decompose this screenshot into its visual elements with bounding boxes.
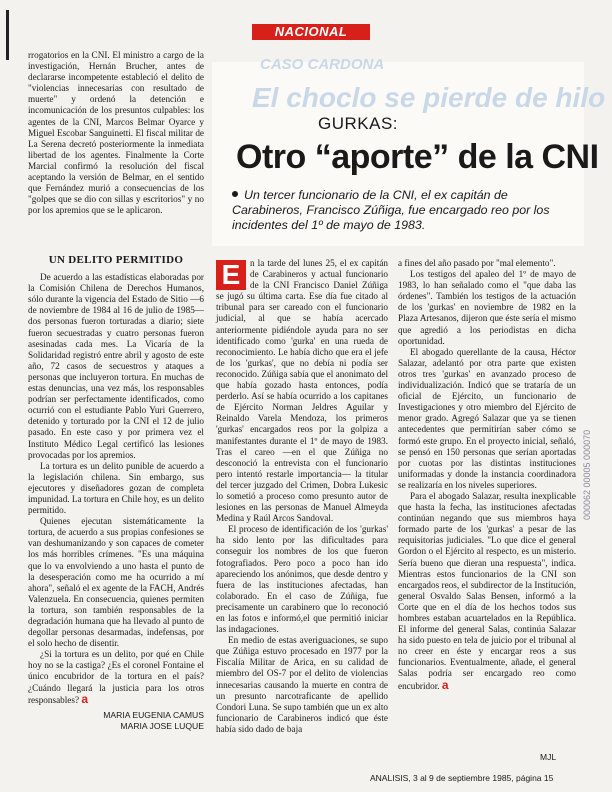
col-a-paragraph-3: Quienes ejecutan sistemáticamente la tortura, de acuerdo a sus propias confesiones se van deshumanizando y son capaces de cometer los más horribles crímenes. "Es una máquina que lo va envolviendo a uno hasta el punto de la desesperación como me ha ocurrido a mí ahora", señaló el ex agente de la FACH, Andrés Valenzuela. En consecuencia, quienes permiten la tortura, son también responsables de la degradación humana que ha llevado al punto de degollar personas desarmadas, indefensas, por el solo hecho de disentir. — [28, 516, 204, 649]
col-b-paragraph-3: En medio de estas averiguaciones, se supo que Zúñiga estuvo procesado en 1977 por la Fiscalía Militar de Arica, en su calidad de miembro del OS-7 por el delito de violencias innecesarias causando la muerte en contra de un presunto narcotraficante de apellido Condori Luna. Se supo también que un ex alto funcionario de Carabineros indicó que éste había sido dado de baja — [216, 635, 388, 734]
column-c — [398, 258, 576, 692]
bullet-icon — [232, 191, 238, 197]
column-a — [28, 255, 204, 732]
end-mark-c: a — [441, 677, 449, 692]
col-c-paragraph-4 — [398, 491, 576, 692]
col-c-paragraph-4-text: Para el abogado Salazar, resulta inexplicable que hasta la fecha, las instituciones afectadas continúan negando que sus miembros haya formado parte de los 'gurkas' a pesar de las requisitorias judiciales. "Lo que dice el general Gordon o el Ejército al respecto, es un misterio. Sería bueno que dieran una respuesta", indica. Mientras estos funcionarios de la CNI son encargados reos, el subdirector de la Institución, general Osvaldo Salas Bensen, informó a la Corte que en el día de los hechos todos sus hombres estaban acuartelados en la República. El informe del general Salas, continúa Salazar ha sido puesto en tela de juicio por el tribunal al no creer en éste y encargar reos a sus funcionarios. Eventualmente, añade, el general Salas podría ser encargado reo como encubridor. — [398, 490, 576, 691]
col-b-paragraph-1-text: n la tarde del lunes 25, el ex capitán de Carabineros y actual funcionario de la CNI Francisco Daniel Zúñiga se jugó su última carta. Ese día fue citado al tribunal para ser careado con el funcionario judicial, al que se había acercado anteriormente pidiéndole ayuda para no ser identificado como 'gurka' en una rueda de reconocimiento. Le había dicho que era el jefe de los 'gurkas', que no debía ni podía ser reconocido. Zúñiga sabía que el anonimato del que había gozado hasta entonces, podía perderlo. Así se había ocurrido a los capitanes de Ejército Norman Jeldres Aguilar y Reinaldo Varela Mendoza, los primeros 'gurkas' encargados reos por la golpiza a manifestantes durante el 1º de mayo de 1983. Tras el careo —en el que Zúñiga no desconoció la entrevista con el funcionario pero intentó restarle importancia— la titular del tercer juzgado del Crimen, Dobra Lukesic lo sometió a proceso como presunto autor de lesiones en las personas de Manuel Almeyda Medina y Raúl Arcos Sandoval. — [216, 258, 388, 524]
article-title: Otro “aporte” de la CNI — [236, 138, 599, 176]
article-kicker: GURKAS: — [318, 114, 399, 133]
col-c-paragraph-3: El abogado querellante de la causa, Héctor Salazar, adelantó por otra parte que existen otros tres 'gurkas' en avanzado proceso de individualización. Indicó que se trataría de un oficial de Ejército, un funcionario de Investigaciones y otro miembro del Ejército de menor grado. Agregó Salazar que ya se tienen antecedentes que permitirían saber cómo se formó este grupo. En el proyecto inicial, señaló, se pensó en 150 personas que serían aportadas por cuotas por las distintas instituciones uniformadas y donde la instancia coordinadora se realizaría en los niveles superiores. — [398, 346, 576, 490]
article-deck — [232, 188, 582, 233]
archive-stamp: 000062 00005 000070 — [582, 429, 592, 520]
author-2: MARIA JOSE LUQUE — [120, 720, 204, 731]
drop-cap: E — [216, 260, 246, 290]
col-a-top-text: rrogatorios en la CNI. El ministro a cargo de la investigación, Hernán Brucher, antes de declararse incompetente estableció el delito de "violencias innecesarias con resultado de muerte" y ordenó la detención e incomunicación de los presuntos culpables: los agentes de la CNI, Marcos Belmar Oyarce y Miguel Escobar Sanguinetti. El fiscal militar de La Serena decretó posteriormente la inmediata libertad de los agentes. Finalmente la Corte Marcial confirmó la resolución del fiscal aceptando la versión de Belmar, en el sentido que Fernández murió a consecuencias de los "golpes que se dio con sillas y escritorios" y no por los apremios que se le aplicaron. — [28, 50, 204, 216]
article-deck-text: Un tercer funcionario de la CNI, el ex capitán de Carabineros, Francisco Zúñiga, fue encargado reo por los incidentes del 1º de mayo de 1983. — [232, 188, 550, 232]
page-footer: ANALISIS, 3 al 9 de septiembre 1985, página 15 — [370, 773, 554, 783]
end-mark-a: a — [81, 691, 89, 706]
col-a-paragraph-1: De acuerdo a las estadísticas elaboradas por la Comisión Chilena de Derechos Humanos, sólo durante la vigencia del Estado de Sitio —6 de noviembre de 1984 al 16 de julio de 1985— dos personas fueron torturadas a diario; siete fueron secuestradas y cuatro personas fueron asesinadas cada mes. La Vicaría de la Solidaridad registró entre abril y agosto de este año, 72 casos de secuestros y ataques a personas que incluyeron tortura. En muchas de estas denuncias, una vez más, los responsables podrían ser perfectamente identificados, como ocurrió con el estudiante Pablo Yuri Guerrero, detenido y torturado por la CNI el 12 de julio pasado. En este caso y por primera vez el Instituto Médico Legal certificó las lesiones provocadas por los apremios. — [28, 272, 204, 460]
section-tag: NACIONAL — [252, 24, 370, 40]
col-c-paragraph-2: Los testigos del apaleo del 1º de mayo de 1983, lo han señalado como el "que daba las órdenes". También los testigos de la actuación de los 'gurkas' en noviembre de 1982 en la Plaza Artesanos, dijeron que éste sería el mismo que agredió a los periodistas en dicha oportunidad. — [398, 269, 576, 346]
col-a-paragraph-2: La tortura es un delito punible de acuerdo a la legislación chilena. Sin embargo, sus ejecutores y diseñadores gozan de completa impunidad. La tortura en Chile hoy, es un delito permitido. — [28, 460, 204, 516]
col-a-paragraph-4-text: ¿Si la tortura es un delito, por qué en Chile hoy no se la castiga? ¿Es el coronel Fontaine el único encubridor de la tortura en el país? ¿Cuándo llegará la justicia para los otros responsables? — [28, 649, 204, 705]
col-b-paragraph-2: El proceso de identificación de los 'gurkas' ha sido lento por las dificultades para conseguir los nombres de los que fueron fotografiados. Pero poco a poco han ido apareciendo los anónimos, que desde dentro y fuera de las instituciones afectadas, han colaborado. En el caso de Zúñiga, fue precisamente un carabinero que lo reconoció en las fotos e informó,el que permitió iniciar las indagaciones. — [216, 524, 388, 635]
col-b-paragraph-1 — [216, 258, 388, 524]
page-edge-mark — [6, 10, 9, 60]
editor-initials: MJL — [540, 752, 557, 762]
column-a-top — [28, 50, 204, 216]
section-subhead: UN DELITO PERMITIDO — [48, 254, 184, 266]
author-1: MARIA EUGENIA CAMUS — [103, 709, 204, 720]
column-b — [216, 258, 388, 735]
col-a-paragraph-4 — [28, 649, 204, 705]
bleedthrough-text-large: El choclo se pierde de hilo — [252, 82, 606, 113]
bleedthrough-text-small: CASO CARDONA — [260, 56, 385, 73]
col-c-paragraph-1: a fines del año pasado por "mal elemento". — [398, 258, 556, 268]
author-signatures — [28, 710, 204, 732]
